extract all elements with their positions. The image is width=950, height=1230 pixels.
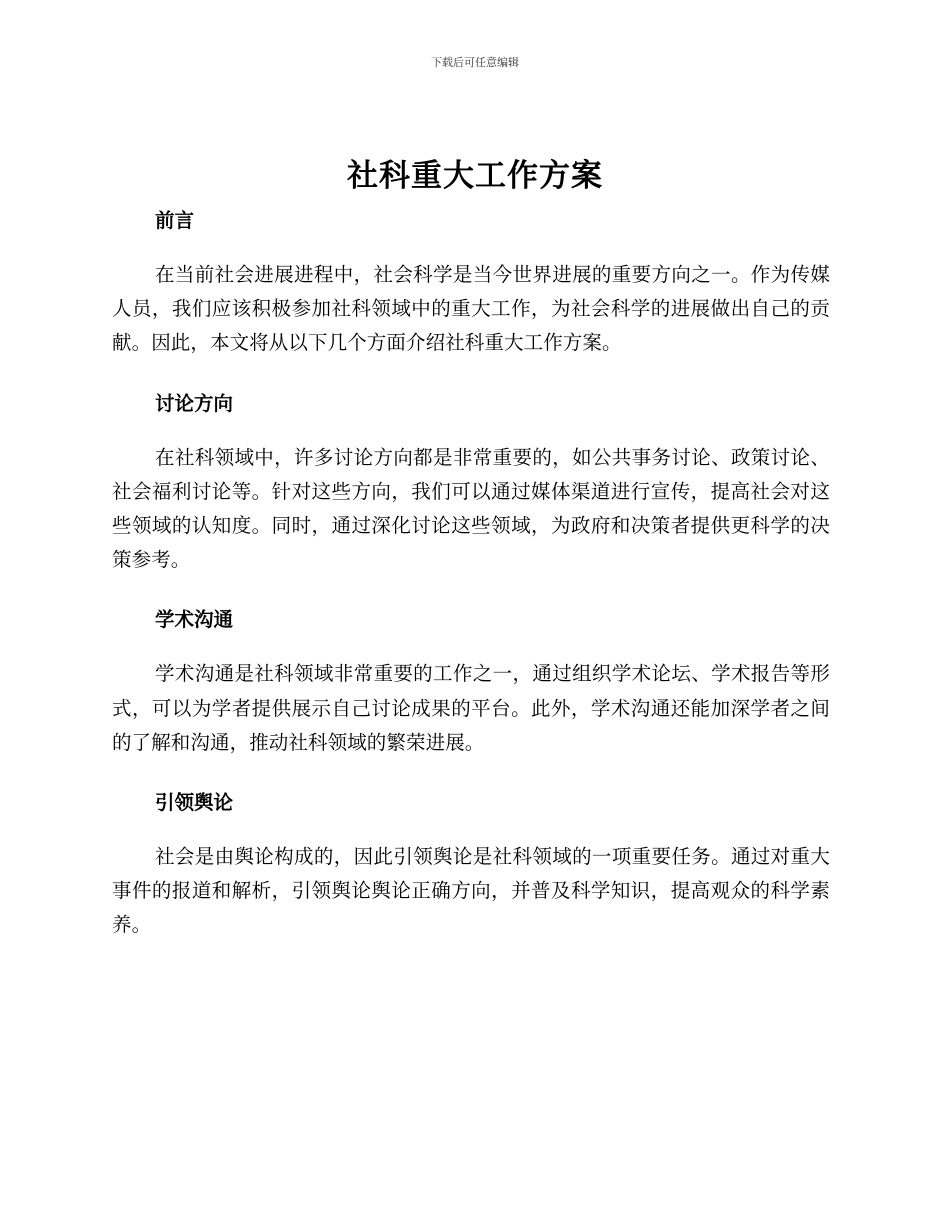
document-content bbox=[112, 204, 830, 969]
section-guide-opinion bbox=[112, 786, 830, 943]
section-heading: 引领舆论 bbox=[155, 791, 234, 815]
header-note: 下载后可任意编辑 bbox=[431, 56, 519, 69]
section-paragraph: 在社科领域中，许多讨论方向都是非常重要的，如公共事务讨论、政策讨论、社会福利讨论等。针对这些方向，我们可以通过媒体渠道进行宣传，提高社会对这些领域的认知度。同时，通过深化讨论这些领域，为政府和决策者提供更科学的决策参考。 bbox=[112, 445, 830, 572]
section-paragraph: 学术沟通是社科领域非常重要的工作之一，通过组织学术论坛、学术报告等形式，可以为学者提供展示自己讨论成果的平台。此外，学术沟通还能加深学者之间的了解和沟通，推动社科领域的繁荣进展。 bbox=[112, 662, 830, 754]
section-preface bbox=[112, 204, 830, 361]
section-academic-exchange bbox=[112, 603, 830, 760]
section-paragraph: 在当前社会进展进程中，社会科学是当今世界进展的重要方向之一。作为传媒人员，我们应该积极参加社科领域中的重大工作，为社会科学的进展做出自己的贡献。因此，本文将从以下几个方面介绍社科重大工作方案。 bbox=[112, 263, 830, 355]
section-research-direction bbox=[112, 387, 830, 578]
section-heading: 学术沟通 bbox=[155, 608, 234, 632]
section-paragraph: 社会是由舆论构成的，因此引领舆论是社科领域的一项重要任务。通过对重大事件的报道和解析，引领舆论舆论正确方向，并普及科学知识，提高观众的科学素养。 bbox=[112, 845, 830, 937]
section-heading: 讨论方向 bbox=[155, 391, 234, 415]
section-heading: 前言 bbox=[155, 209, 195, 232]
page-title: 社科重大工作方案 bbox=[347, 158, 603, 194]
